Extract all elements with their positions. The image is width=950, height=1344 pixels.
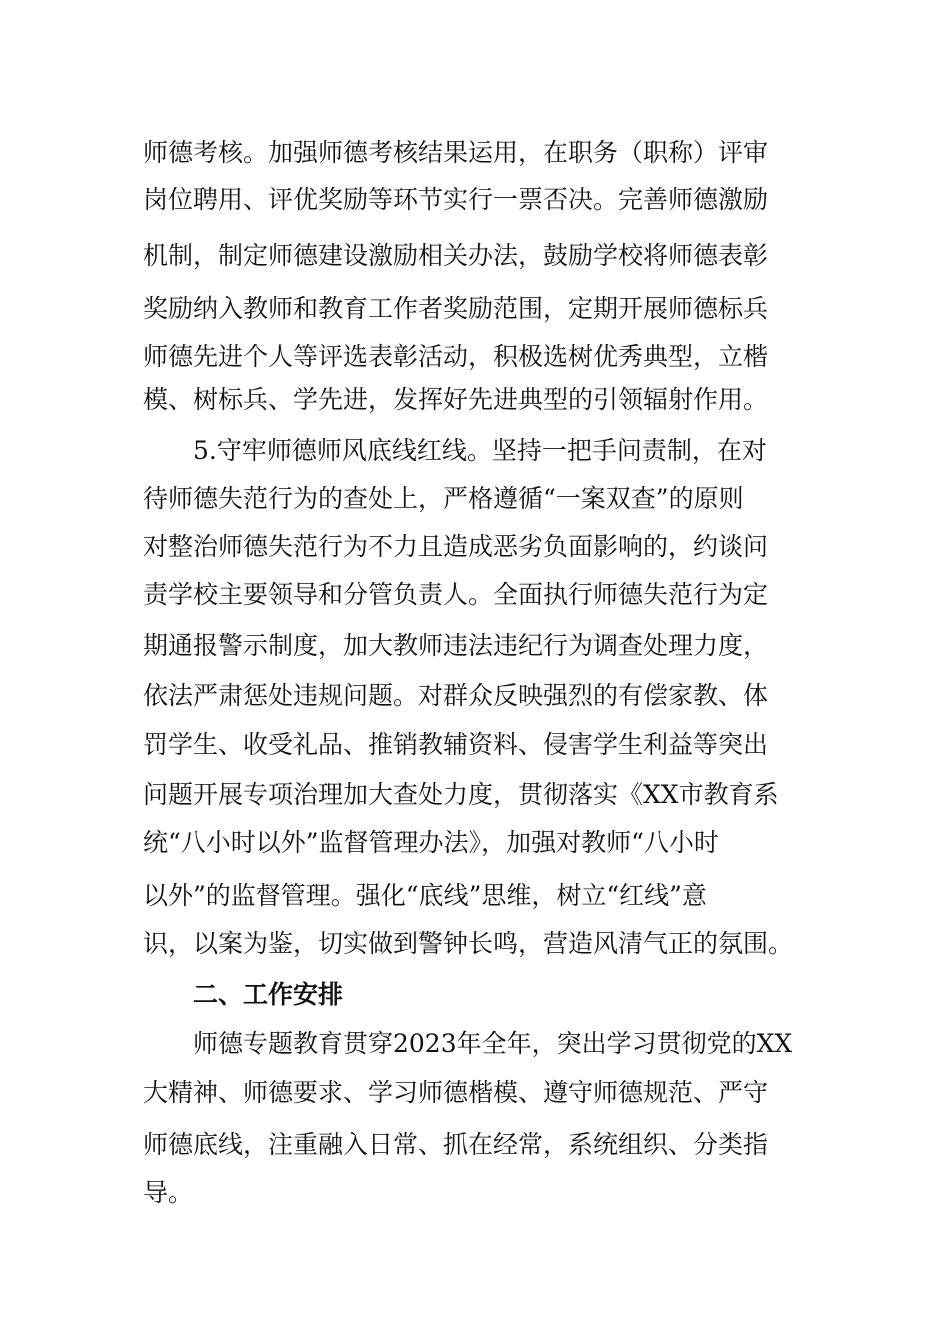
text-line: 责学校主要领导和分管负责人。全面执行师德失范行为定: [143, 580, 769, 609]
text-line: 机制，制定师德建设激励相关办法，鼓励学校将师德表彰: [143, 241, 769, 270]
text-line: 统“八小时以外”监督管理办法》，加强对教师“八小时: [143, 828, 719, 857]
text-line: 师德专题教育贯穿2023年全年，突出学习贯彻党的XX: [193, 1029, 793, 1058]
text-line: 师德考核。加强师德考核结果运用，在职务（职称）评审: [143, 138, 769, 167]
text-line: 以外”的监督管理。强化“底线”思维，树立“红线”意: [143, 881, 707, 910]
text-line: 奖励纳入教师和教育工作者奖励范围，定期开展师德标兵: [143, 294, 769, 323]
text-line: 依法严肃惩处违规问题。对群众反映强烈的有偿家教、体: [143, 681, 769, 710]
text-line: 识，以案为鉴，切实做到警钟长鸣，营造风清气正的氛围。: [143, 929, 794, 958]
text-line: 模、树标兵、学先进，发挥好先进典型的引领辐射作用。: [143, 385, 769, 414]
text-line: 师德先进个人等评选表彰活动，积极选树优秀典型，立楷: [143, 342, 769, 371]
text-line: 待师德失范行为的查处上，严格遵循“一案双查”的原则: [143, 484, 744, 513]
text-line: 岗位聘用、评优奖励等环节实行一票否决。完善师德激励: [143, 185, 769, 214]
section-heading: 二、工作安排: [193, 980, 344, 1009]
text-line: 5.守牢师德师风底线红线。坚持一把手问责制，在对: [193, 436, 767, 465]
text-line: 师德底线，注重融入日常、抓在经常，系统组织、分类指: [143, 1130, 769, 1159]
text-line: 导。: [143, 1178, 194, 1207]
text-line: 期通报警示制度，加大教师违法违纪行为调查处理力度，: [143, 631, 769, 660]
text-line: 大精神、师德要求、学习师德楷模、遵守师德规范、严守: [143, 1078, 769, 1107]
text-line: 问题开展专项治理加大查处力度，贯彻落实《XX市教育系: [143, 780, 779, 809]
text-line: 罚学生、收受礼品、推销教辅资料、侵害学生利益等突出: [143, 730, 769, 759]
text-line: 对整治师德失范行为不力且造成恶劣负面影响的，约谈问: [143, 532, 769, 561]
